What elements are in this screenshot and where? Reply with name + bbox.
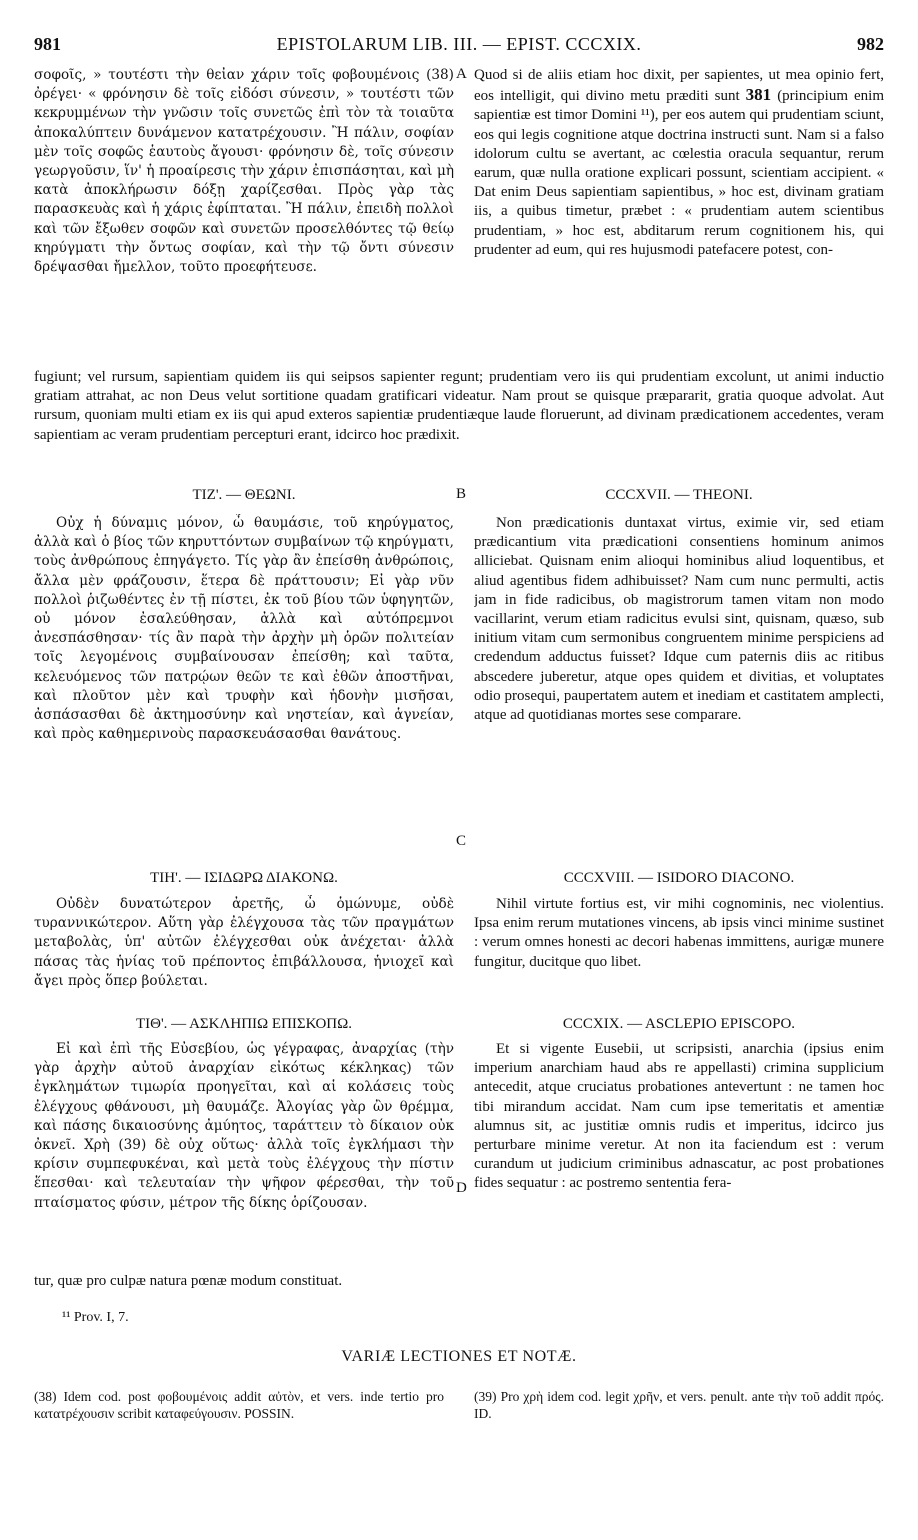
running-title: EPISTOLARUM LIB. III. — EPIST. CCCXIX. [276, 34, 642, 54]
greek-text-317: Οὐχ ἡ δύναμις μόνον, ὦ θαυμάσιε, τοῦ κηρύγματος, ἀλλὰ καὶ ὁ βίος τῶν κηρυττόντων συμβαίνων τῷ κηρύγματι, τοὺς ἀνθρώπους ἐπηγάγετο. Τίς γὰρ ἂν ἐπείσθη ἀνθρώποις, ἄλλα μὲν φράζουσιν, ἕτερα δὲ πράττουσιν; Εἰ γὰρ νῦν πολλοὶ ῥιζωθέντες ἐν τῇ πίστει, ἐκ τοῦ βίου τῶν ὑφηγητῶν, οὐ μόνον ἐσαλεύθησαν, ἀλλὰ καὶ αὐτόπρεμνοι ἀνεσπάσθησαν· τίς ἂν παρὰ τὴν ἀρχὴν μὴ ὁρῶν πολιτείαν τοῖς λεγομένοις συμβαίνουσαν ἐπείσθη; καὶ ταῦτα, κελευόμενος τῶν πατρῴων θεῶν τε καὶ ἐθῶν ἀποστῆναι, καὶ πλοῦτον μὲν καὶ τρυφὴν καὶ ἡδονὴν μισῆσαι, ἀσπάσασθαι δὲ ἀκτημοσύνην καὶ νηστείαν, καὶ ἁγνείαν, καὶ πρὸς καθημερινοὺς παρασκευάσασθαι θανάτους. [34, 515, 454, 743]
page-marker: 381 [745, 85, 772, 105]
margin-letter-b: B [456, 486, 467, 502]
greek-heading-318: ΤΙΗ'. — ΙΣΙΔΩΡΩ ΔΙΑΚΟΝΩ. [150, 870, 338, 886]
footnote: ¹¹ Prov. I, 7. [62, 1310, 129, 1325]
latin-text-318: Nihil virtute fortius est, vir mihi cognominis, nec violentius. Ipsa enim rerum mutationes vincens, ab ipsis vinci minime sustinet : verum omnes honesti ac decori habenas immittens, aurigæ munere fungitur, ducitque quo libet. [474, 896, 884, 970]
margin-letter-a: A [456, 66, 467, 82]
latin-heading-319: CCCXIX. — ASCLEPIO EPISCOPO. [562, 1016, 796, 1032]
page-number-left: 981 [34, 34, 61, 54]
margin-letter-c: C [456, 833, 467, 849]
latin-heading-317: CCCXVII. — THEONI. [605, 487, 753, 503]
greek-heading-317: ΤΙΖ'. — ΘΕΩΝΙ. [192, 487, 296, 503]
greek-text-319: Εἰ καὶ ἐπὶ τῆς Εὐσεβίου, ὡς γέγραφας, ἀναρχίας (τὴν γὰρ ἀρχὴν αὐτοῦ ἀναρχίαν εἰκότως κέκληκας) τῶν ἐγκλημάτων τιμωρία προηγεῖται, καὶ αἱ κολάσεις τοὺς ἐλέγχους φθάνουσι, μὴ θαυμάζε. Ἀλογίας γὰρ ὢν θρέμμα, καὶ πάσης δικαιοσύνης ἀμύητος, ταράττειν τὸ δίκαιον οὐκ ὀκνεῖ. Χρὴ (39) δὲ οὐχ οὕτως· ἀλλὰ τοῖς ἐγκλήμασι τὴν κρίσιν συμπεφυκέναι, καὶ μετὰ τοὺς ἐλέγχους τὴν πίστιν ἕπεσθαι· καὶ τελευταίαν τὴν ψῆφον φέρεσθαι, τὴν τοῦ πταίσματος φύσιν, μέτρον τῆς δίκης ὁρίζουσαν. [34, 1041, 454, 1211]
latin-text-319: Et si vigente Eusebii, ut scripsisti, anarchia (ipsius enim imperium anarchiam haud abs re appellasti) crimina supplicium antecedit, atque cruciatus probationes antevertunt : ne tamen hoc tibi mirandum accidat. Nam cum ipse temeritatis et amentiæ alumnus sit, ac justitiæ omnis rudis et imperitus, idcirco jus perturbare minime veretur. At non ita faciendum est : verum curandum ut judicium criminibus adnascatur, ac post probationes fides sequatur : ac postremo sententia fera- [474, 1041, 884, 1192]
margin-letter-d: D [456, 1180, 467, 1196]
latin-text-intro [474, 66, 884, 368]
greek-heading-319: ΤΙΘ'. — ΑΣΚΛΗΠΙΩ ΕΠΙΣΚΟΠΩ. [135, 1016, 353, 1032]
latin-text-intro-full: fugiunt; vel rursum, sapientiam quidem iis qui seipsos sapienter regunt; prudentiam vero iis qui prudentiam excolunt, ut animi inductio gratiam attrahat, ac non Deus velut sortitione quadam gratificari videatur. Nam prout se quisque præpararit, gratia quoque advolat. Aut rursum, quoniam multi etiam ex iis qui apud exteros sapientiæ prudentiæque laude floruerunt, ad divinam prædicationem accedentes, veram sapientiam ac veram prudentiam percepturi erant, idcirco hoc prædixit. [34, 369, 884, 443]
latin-heading-318: CCCXVIII. — ISIDORO DIACONO. [563, 870, 795, 886]
latin-intro-part1: Quod si de aliis etiam hoc dixit, per sapientes, ut mea opinio fert, eos intelligit, qui divino metu præditi sunt [474, 67, 884, 105]
note-39: (39) Pro χρὴ idem cod. legit χρῆν, et vers. penult. ante τὴν τοῦ addit πρός. ID. [474, 1389, 884, 1421]
running-header [34, 34, 884, 56]
latin-text-319-tail: tur, quæ pro culpæ natura pœnæ modum constituat. [34, 1273, 343, 1289]
greek-text-intro: σοφοῖς, » τουτέστι τὴν θεἰαν χάριν τοῖς φοβουμένοις (38) ὀρέγει· « φρόνησιν δὲ τοῖς εἰδόσι σύνεσιν, » τουτέστι τῶν κεκρυμμένων τὴν γνῶσιν τοῖς συνετῶς ἐπὶ τὸν τὰ τοιαῦτα ἀποκαλύπτειν δυνάμενον κατατρέχουσιν. Ἢ πάλιν, σοφίαν μὲν τοῖς σοφῶς ἑαυτοὺς ἄγουσι· φρόνησιν δὲ, τοῖς σύνεσιν γεωργοῦσιν, ἵν' ἡ προαίρεσις τὴν χάριν ἐπισπάσηται, καὶ μὴ κατὰ ἀποκλήρωσιν δόξῃ χαρίζεσθαι. Πρὸς γὰρ τὰς παρασκευὰς καὶ ἡ χάρις ἐφίπταται. Ἢ πάλιν, ἐπειδὴ πολλοὶ καὶ τῶν ἔξωθεν σοφῶν καὶ συνετῶν προσελθόντες τῷ θείῳ κηρύγματι τὴν ὄντως σοφίαν, καὶ τὴν τῷ ὄντι σύνεσιν δρέψασθαι ἤμελλον, τοῦτο προεφήτευσε. [34, 67, 454, 276]
latin-text-317: Non prædicationis duntaxat virtus, eximie vir, sed etiam prædicantium vita prædicationi consentiens hominum animos alliciebat. Quisnam enim alioqui hominibus aliud loquentibus, et aliud agentibus fidem adhibuisset? Nam cum nunc permulti, actis jam in fide radicibus, ob magistrorum tamen vitam non modo vacillarint, verum etiam radicitus evulsi sint, quisnam, quæso, sub initium vitam cum sermonibus congruentem minime perspiciens ad credendum adductus fuisset? Idque cum paternis diis ac ritibus abscedere juberetur, atque opes quidem et divitias, et voluptates odio prosequi, paupertatem autem et inediam et castitatem amplecti, atque ad quotidianas mortes sese comparare. [474, 515, 884, 724]
page-number-right: 982 [857, 34, 884, 54]
note-38: (38) Idem cod. post φοβουμένοις addit αὐτὸν, et vers. inde tertio pro κατατρέχουσιν scribit καταφεύγουσιν. POSSIN. [34, 1389, 444, 1421]
variae-lectiones-heading: VARIÆ LECTIONES ET NOTÆ. [341, 1348, 577, 1365]
latin-intro-part2: (principium enim sapientiæ est timor Domini ¹¹), per eos autem qui prudentiam sciunt, eos qui legis cognitione atque doctrina instructi sunt. Nam si a falso idolorum cultu se avertant, ac cœlestia oracula sequantur, rerum earum, quæ nulla oratione explicari possunt, scientiam accipient. « Dat enim Deus sapientiam sapientibus, » hoc est, divinam gratiam iis, a quibus timetur, præbet : « prudentiam autem scientibus prudentiam, » hoc est, abditarum rerum cognitionem his, qui prudenter ad eum, qui res hujusmodi patefacere potest, con- [474, 88, 884, 258]
greek-text-318: Οὐδὲν δυνατώτερον ἀρετῆς, ὦ ὁμώνυμε, οὐδὲ τυραννικώτερον. Αὕτη γὰρ ἐλέγχουσα τὰς τῶν πραγμάτων μεταβολὰς, ὑπ' αὐτῶν ἐλέγχεσθαι οὐκ ἀνέχεται· ἀλλὰ πάσας τὰς ἡνίας τοῦ πρέποντος ἐπιβάλλουσα, ἡνιοχεῖ καὶ ἄγει πρὸς ὅπερ βούλεται. [34, 896, 454, 989]
